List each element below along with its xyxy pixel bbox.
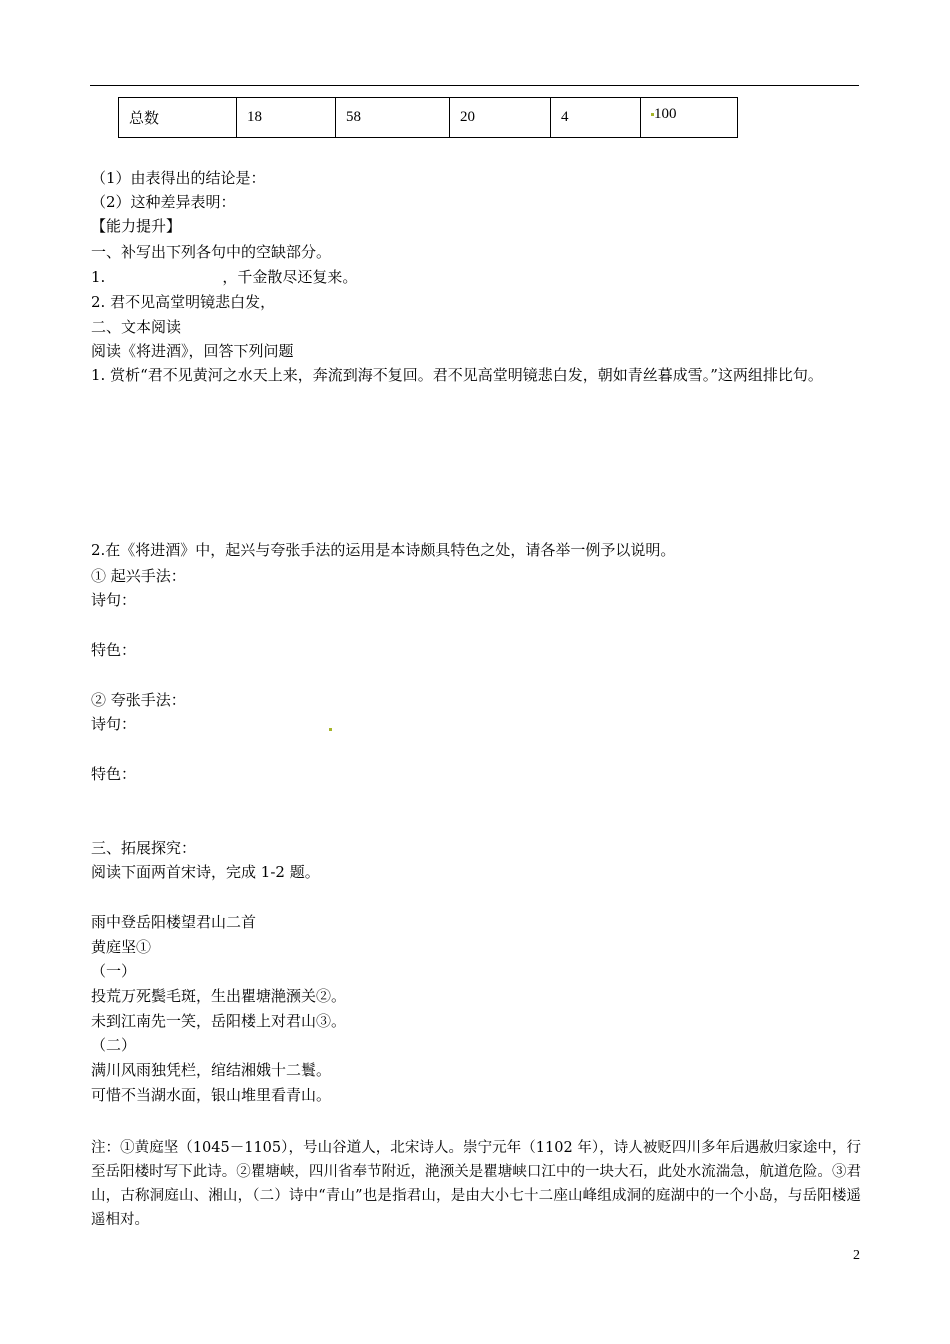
table-row	[119, 98, 738, 138]
table-cell-last	[641, 98, 738, 138]
shiju-label-2: 诗句：	[91, 715, 137, 733]
poem1-line-2: 未到江南先一笑，岳阳楼上对君山③。	[91, 1012, 347, 1030]
part2-question-1: 1. 赏析“君不见黄河之水天上来，奔流到海不复回。君不见高堂明镜悲白发，朝如青丝暮成雪。”这两组排比句。	[91, 366, 823, 384]
poem2-line-1: 满川风雨独凭栏，绾结湘娥十二鬟。	[91, 1061, 332, 1079]
part3-intro: 阅读下面两首宋诗，完成 1-2 题。	[91, 863, 320, 881]
poem1-heading: （一）	[91, 962, 137, 980]
fill-item-number: 1.	[91, 268, 106, 286]
part3-title: 三、拓展探究：	[91, 839, 197, 857]
table-cell: 4	[551, 98, 641, 138]
header-rule	[90, 85, 859, 86]
part2-title: 二、文本阅读	[91, 318, 182, 336]
kuazhang-label: ② 夸张手法：	[91, 691, 186, 709]
part2-question-2: 2.在《将进酒》中，起兴与夸张手法的运用是本诗颇具特色之处，请各举一例予以说明。	[91, 541, 676, 559]
tese-label-2: 特色：	[91, 765, 137, 783]
poem2-heading: （二）	[91, 1036, 137, 1054]
shiju-label-1: 诗句：	[91, 591, 137, 609]
summary-table	[118, 97, 738, 138]
table-cell: 20	[450, 98, 551, 138]
qixing-label: ① 起兴手法：	[91, 567, 186, 585]
section-heading: 【能力提升】	[91, 217, 182, 235]
poem-title: 雨中登岳阳楼望君山二首	[91, 913, 257, 931]
poem-author: 黄庭坚①	[91, 938, 152, 956]
table-cell: 18	[237, 98, 336, 138]
footnote: 注：①黄庭坚（1045－1105），号山谷道人，北宋诗人。崇宁元年（1102 年），诗人被贬四川多年后遇赦归家途中，行至岳阳楼时写下此诗。②瞿塘峡，四川省奉节附近，滟滪关是瞿塘峡口江中的一块大石，此处水流湍急，航道危险。③君山，古称洞庭山、湘山，（二）诗中“青山”也是指君山，是由大小七十二座山峰组成洞的庭湖中的一个小岛，与岳阳楼遥遥相对。	[91, 1140, 861, 1228]
fill-item-text: ，千金散尽还复来。	[222, 268, 358, 286]
poem1-line-1: 投荒万死鬓毛斑，生出瞿塘滟滪关②。	[91, 987, 347, 1005]
part1-title: 一、补写出下列各句中的空缺部分。	[91, 243, 332, 261]
fill-item-1	[91, 267, 357, 287]
part2-intro: 阅读《将进酒》，回答下列问题	[91, 342, 294, 360]
tese-label-1: 特色：	[91, 641, 137, 659]
question-1: （1）由表得出的结论是：	[91, 169, 266, 187]
dot-mark	[329, 728, 332, 731]
poem2-line-2: 可惜不当湖水面，银山堆里看青山。	[91, 1086, 332, 1104]
fill-item-2: 2. 君不见高堂明镜悲白发，	[91, 293, 276, 311]
table-cell-text: 100	[654, 106, 677, 122]
page-number: 2	[853, 1248, 860, 1263]
table-cell: 58	[336, 98, 450, 138]
table-cell: 总数	[119, 98, 237, 138]
question-2: （2）这种差异表明：	[91, 193, 236, 211]
